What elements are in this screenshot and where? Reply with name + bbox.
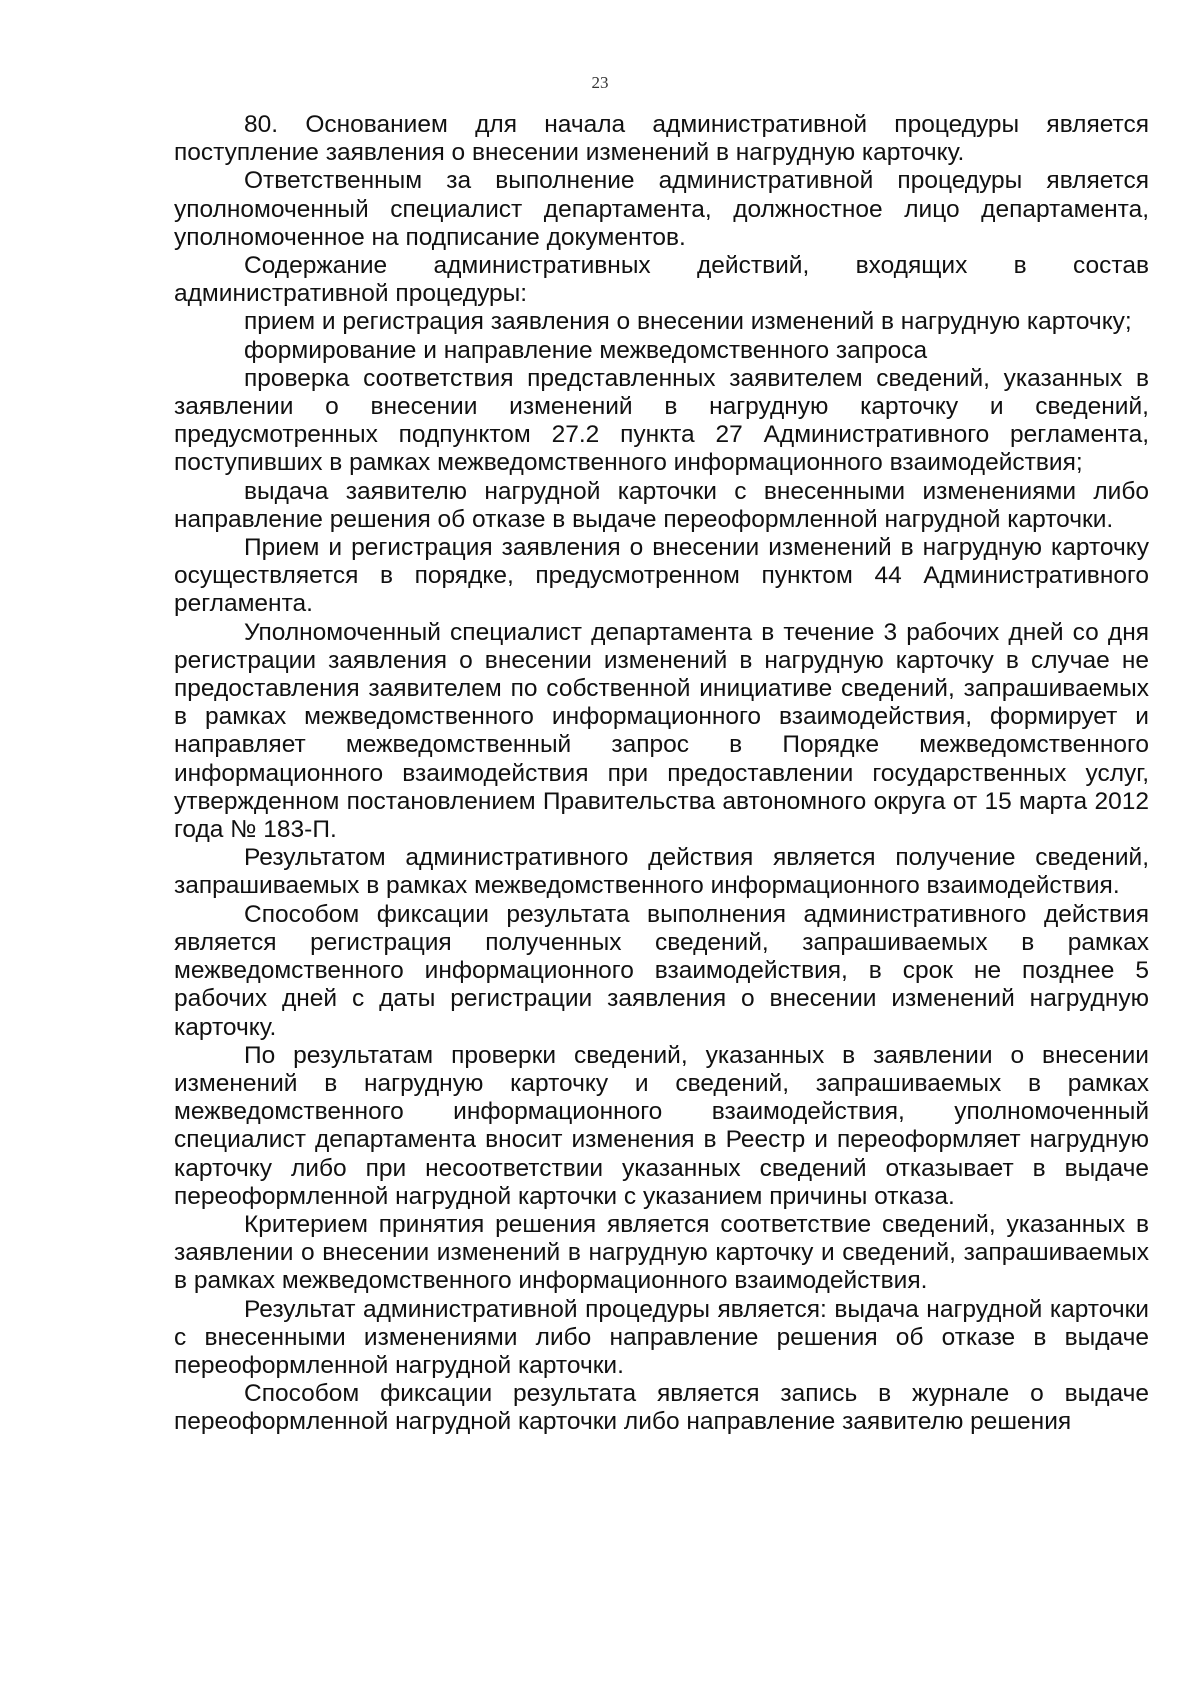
paragraph-result-fixation: Способом фиксации результата является запись в журнале о выдаче переоформленной нагрудной карточки либо направление заявителю решения <box>174 1380 1149 1436</box>
paragraph-80-basis: 80. Основанием для начала административной процедуры является поступление заявления о внесении изменений в нагрудную карточку. <box>174 111 1149 167</box>
paragraph-reception-order: Прием и регистрация заявления о внесении изменений в нагрудную карточку осуществляется в порядке, предусмотренном пунктом 44 Административного регламента. <box>174 534 1149 618</box>
paragraph-action-request: формирование и направление межведомственного запроса <box>244 336 928 364</box>
paragraph-action-fixation: Способом фиксации результата выполнения административного действия является регистрация полученных сведений, запрашиваемых в рамках межведомственного информационного взаимодействия, в срок не позднее 5 рабочих дней с даты регистрации заявления о внесении изменений нагрудную карточку. <box>174 900 1149 1041</box>
paragraph-interagency-request: Уполномоченный специалист департамента в течение 3 рабочих дней со дня регистрации заявления о внесении изменений в нагрудную карточку в случае не предоставления заявителем по собственной инициативе сведений, запрашиваемых в рамках межведомственного информационного взаимодействия, формирует и направляет межведомственный запрос в Порядке межведомственного информационного взаимодействия при предоставлении государственных услуг, утвержденном постановлением Правительства автономного округа от 15 марта 2012 года № 183-П. <box>174 618 1149 844</box>
paragraph-action-reception: прием и регистрация заявления о внесении изменений в нагрудную карточку; <box>244 308 1132 336</box>
paragraph-action-verification: проверка соответствия представленных заявителем сведений, указанных в заявлении о внесении изменений в нагрудную карточку и сведений, предусмотренных подпунктом 27.2 пункта 27 Административного регламента, поступивших в рамках межведомственного информационного взаимодействия; <box>174 364 1149 477</box>
paragraph-action-issuance: выдача заявителю нагрудной карточки с внесенными изменениями либо направление решения об отказе в выдаче переоформленной нагрудной карточки. <box>174 477 1149 533</box>
paragraph-action-result: Результатом административного действия является получение сведений, запрашиваемых в рамках межведомственного информационного взаимодействия. <box>174 844 1149 900</box>
page-number: 23 <box>591 73 609 92</box>
paragraph-procedure-result: Результат административной процедуры является: выдача нагрудной карточки с внесенными изменениями либо направление решения об отказе в выдаче переоформленной нагрудной карточки. <box>174 1295 1149 1379</box>
paragraph-decision-criterion: Критерием принятия решения является соответствие сведений, указанных в заявлении о внесении изменений в нагрудную карточку и сведений, запрашиваемых в рамках межведомственного информационного взаимодействия. <box>174 1210 1149 1295</box>
paragraph-responsible: Ответственным за выполнение административной процедуры является уполномоченный специалист департамента, должностное лицо департамента, уполномоченное на подписание документов. <box>174 167 1149 251</box>
paragraph-verification-results: По результатам проверки сведений, указанных в заявлении о внесении изменений в нагрудную карточку и сведений, запрашиваемых в рамках межведомственного информационного взаимодействия, уполномоченный специалист департамента вносит изменения в Реестр и переоформляет нагрудную карточку либо при несоответствии указанных сведений отказывает в выдаче переоформленной нагрудной карточки с указанием причины отказа. <box>174 1041 1149 1210</box>
paragraph-actions-content: Содержание административных действий, входящих в состав административной процедуры: <box>174 252 1149 308</box>
document-body <box>174 111 1149 1437</box>
